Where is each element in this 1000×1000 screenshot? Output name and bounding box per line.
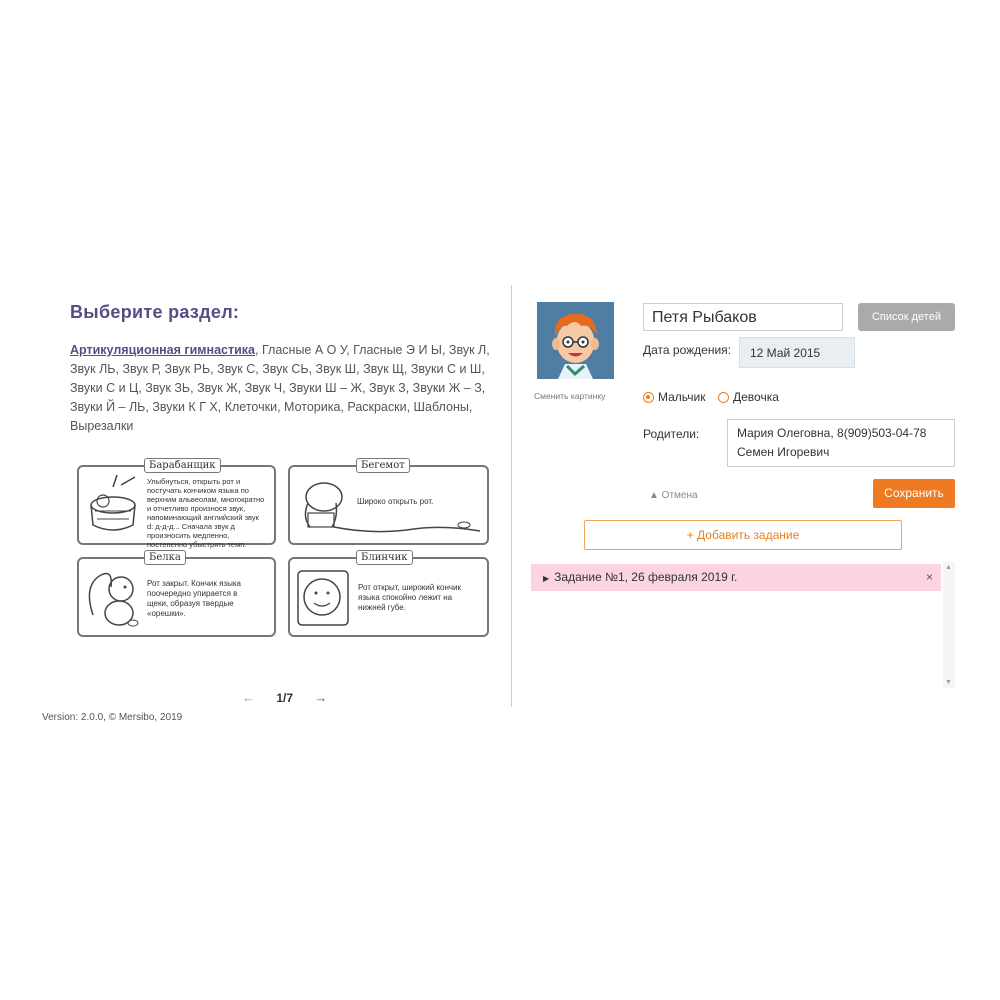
section-link[interactable]: Звук Л,	[448, 343, 490, 357]
section-link[interactable]: Вырезалки	[70, 419, 134, 433]
section-link[interactable]: Звук З,	[369, 381, 410, 395]
section-link[interactable]: Звук РЬ,	[164, 362, 214, 376]
change-picture-link[interactable]: Сменить картинку	[534, 391, 606, 401]
birth-date-label: Дата рождения:	[643, 343, 731, 357]
section-link[interactable]: Моторика,	[284, 400, 344, 414]
close-icon[interactable]: ×	[925, 570, 933, 584]
radio-label: Девочка	[733, 390, 779, 404]
section-link[interactable]: Звуки Ж – З,	[412, 381, 486, 395]
gender-girl-radio[interactable]	[718, 390, 779, 404]
section-link[interactable]: Звук Ж,	[197, 381, 242, 395]
radio-checked-icon	[643, 392, 654, 403]
section-link[interactable]: Звуки С и Ш,	[410, 362, 485, 376]
child-avatar[interactable]	[537, 302, 614, 379]
prev-page-arrow-icon[interactable]: ←	[242, 690, 255, 705]
section-link[interactable]: Звук С,	[217, 362, 259, 376]
scroll-up-icon[interactable]: ▲	[945, 564, 952, 571]
parents-label: Родители:	[643, 427, 700, 441]
version-text: Version: 2.0.0, © Mersibo, 2019	[42, 712, 183, 723]
card-title: Барабанщик	[144, 458, 221, 473]
parents-line: Мария Олеговна, 8(909)503-04-78	[737, 426, 927, 440]
card-text: Рот закрыт. Кончик языка поочередно упирается в щеки, образуя твердые «орешки».	[147, 579, 241, 618]
hippo-image	[294, 473, 484, 539]
squirrel-image	[83, 565, 143, 631]
cancel-link[interactable]: ▲ Отмена	[649, 490, 698, 501]
section-link[interactable]: Клеточки,	[224, 400, 281, 414]
separator: ,	[255, 343, 259, 357]
section-link[interactable]: Гласные А О У,	[261, 343, 350, 357]
parents-line: Семен Игоревич	[737, 445, 830, 459]
section-link[interactable]: Гласные Э И Ы,	[353, 343, 446, 357]
task-label: Задание №1, 26 февраля 2019 г.	[554, 570, 738, 584]
parents-textarea[interactable]	[727, 419, 955, 467]
card-title: Белка	[144, 550, 186, 565]
next-page-arrow-icon[interactable]: →	[314, 690, 328, 705]
radio-unchecked-icon	[718, 392, 729, 403]
scroll-down-icon[interactable]: ▼	[945, 679, 952, 686]
section-link[interactable]: Шаблоны,	[413, 400, 473, 414]
pagination	[242, 690, 327, 705]
child-name-input[interactable]: Петя Рыбаков	[643, 303, 843, 331]
task-list	[531, 562, 955, 688]
drum-image	[83, 475, 143, 537]
card-title: Бегемот	[356, 458, 410, 473]
exercise-card-pancake[interactable]	[288, 552, 489, 637]
card-title: Блинчик	[356, 550, 413, 565]
card-text: Улыбнуться, открыть рот и постучать кончиком языка по верхним альвеолам, многократно и отчетливо произнося звук, напоминающий английский звук d: д-д-д... Сначала звук д произносить медленно, постепенно убыстрять темп.	[147, 477, 265, 549]
task-list-scrollbar[interactable]	[943, 562, 955, 688]
boy-avatar-image	[537, 302, 614, 379]
section-link[interactable]: Звук Щ,	[363, 362, 408, 376]
birth-date-field[interactable]: 12 Май 2015	[739, 337, 855, 368]
exercise-card-drummer[interactable]	[77, 460, 276, 549]
section-link[interactable]: Звуки К Г Х,	[152, 400, 222, 414]
section-link[interactable]: Звуки Й – ЛЬ,	[70, 400, 149, 414]
exercise-card-hippo[interactable]	[288, 460, 489, 545]
section-link[interactable]: Звук ЗЬ,	[145, 381, 194, 395]
section-link[interactable]: Звук СЬ,	[262, 362, 313, 376]
section-link[interactable]: Звук Ш,	[315, 362, 360, 376]
section-list	[70, 341, 490, 436]
panel-divider	[511, 285, 512, 707]
section-link[interactable]: Звук Р,	[122, 362, 162, 376]
radio-label: Мальчик	[658, 390, 706, 404]
section-link[interactable]: Звук Ч,	[244, 381, 286, 395]
task-item[interactable]	[531, 564, 941, 591]
section-link[interactable]: Звуки С и Ц,	[70, 381, 142, 395]
section-link[interactable]: Раскраски,	[347, 400, 411, 414]
section-link[interactable]: Звуки Ш – Ж,	[289, 381, 366, 395]
expand-triangle-icon: ▶	[543, 574, 550, 583]
gender-boy-radio[interactable]	[643, 390, 705, 404]
exercise-card-squirrel[interactable]	[77, 552, 276, 637]
card-text: Широко открыть рот.	[357, 497, 434, 506]
card-text: Рот открыт, широкий кончик языка спокойно лежит на нижней губе.	[358, 583, 462, 612]
page-counter: 1/7	[276, 691, 294, 705]
pancake-image	[294, 567, 354, 629]
children-list-button[interactable]: Список детей	[858, 303, 955, 331]
section-link[interactable]: Звук ЛЬ,	[70, 362, 119, 376]
save-button[interactable]: Сохранить	[873, 479, 955, 508]
add-task-button[interactable]: + Добавить задание	[584, 520, 902, 550]
section-title: Выберите раздел:	[70, 302, 240, 322]
section-link[interactable]: Артикуляционная гимнастика	[70, 343, 256, 357]
